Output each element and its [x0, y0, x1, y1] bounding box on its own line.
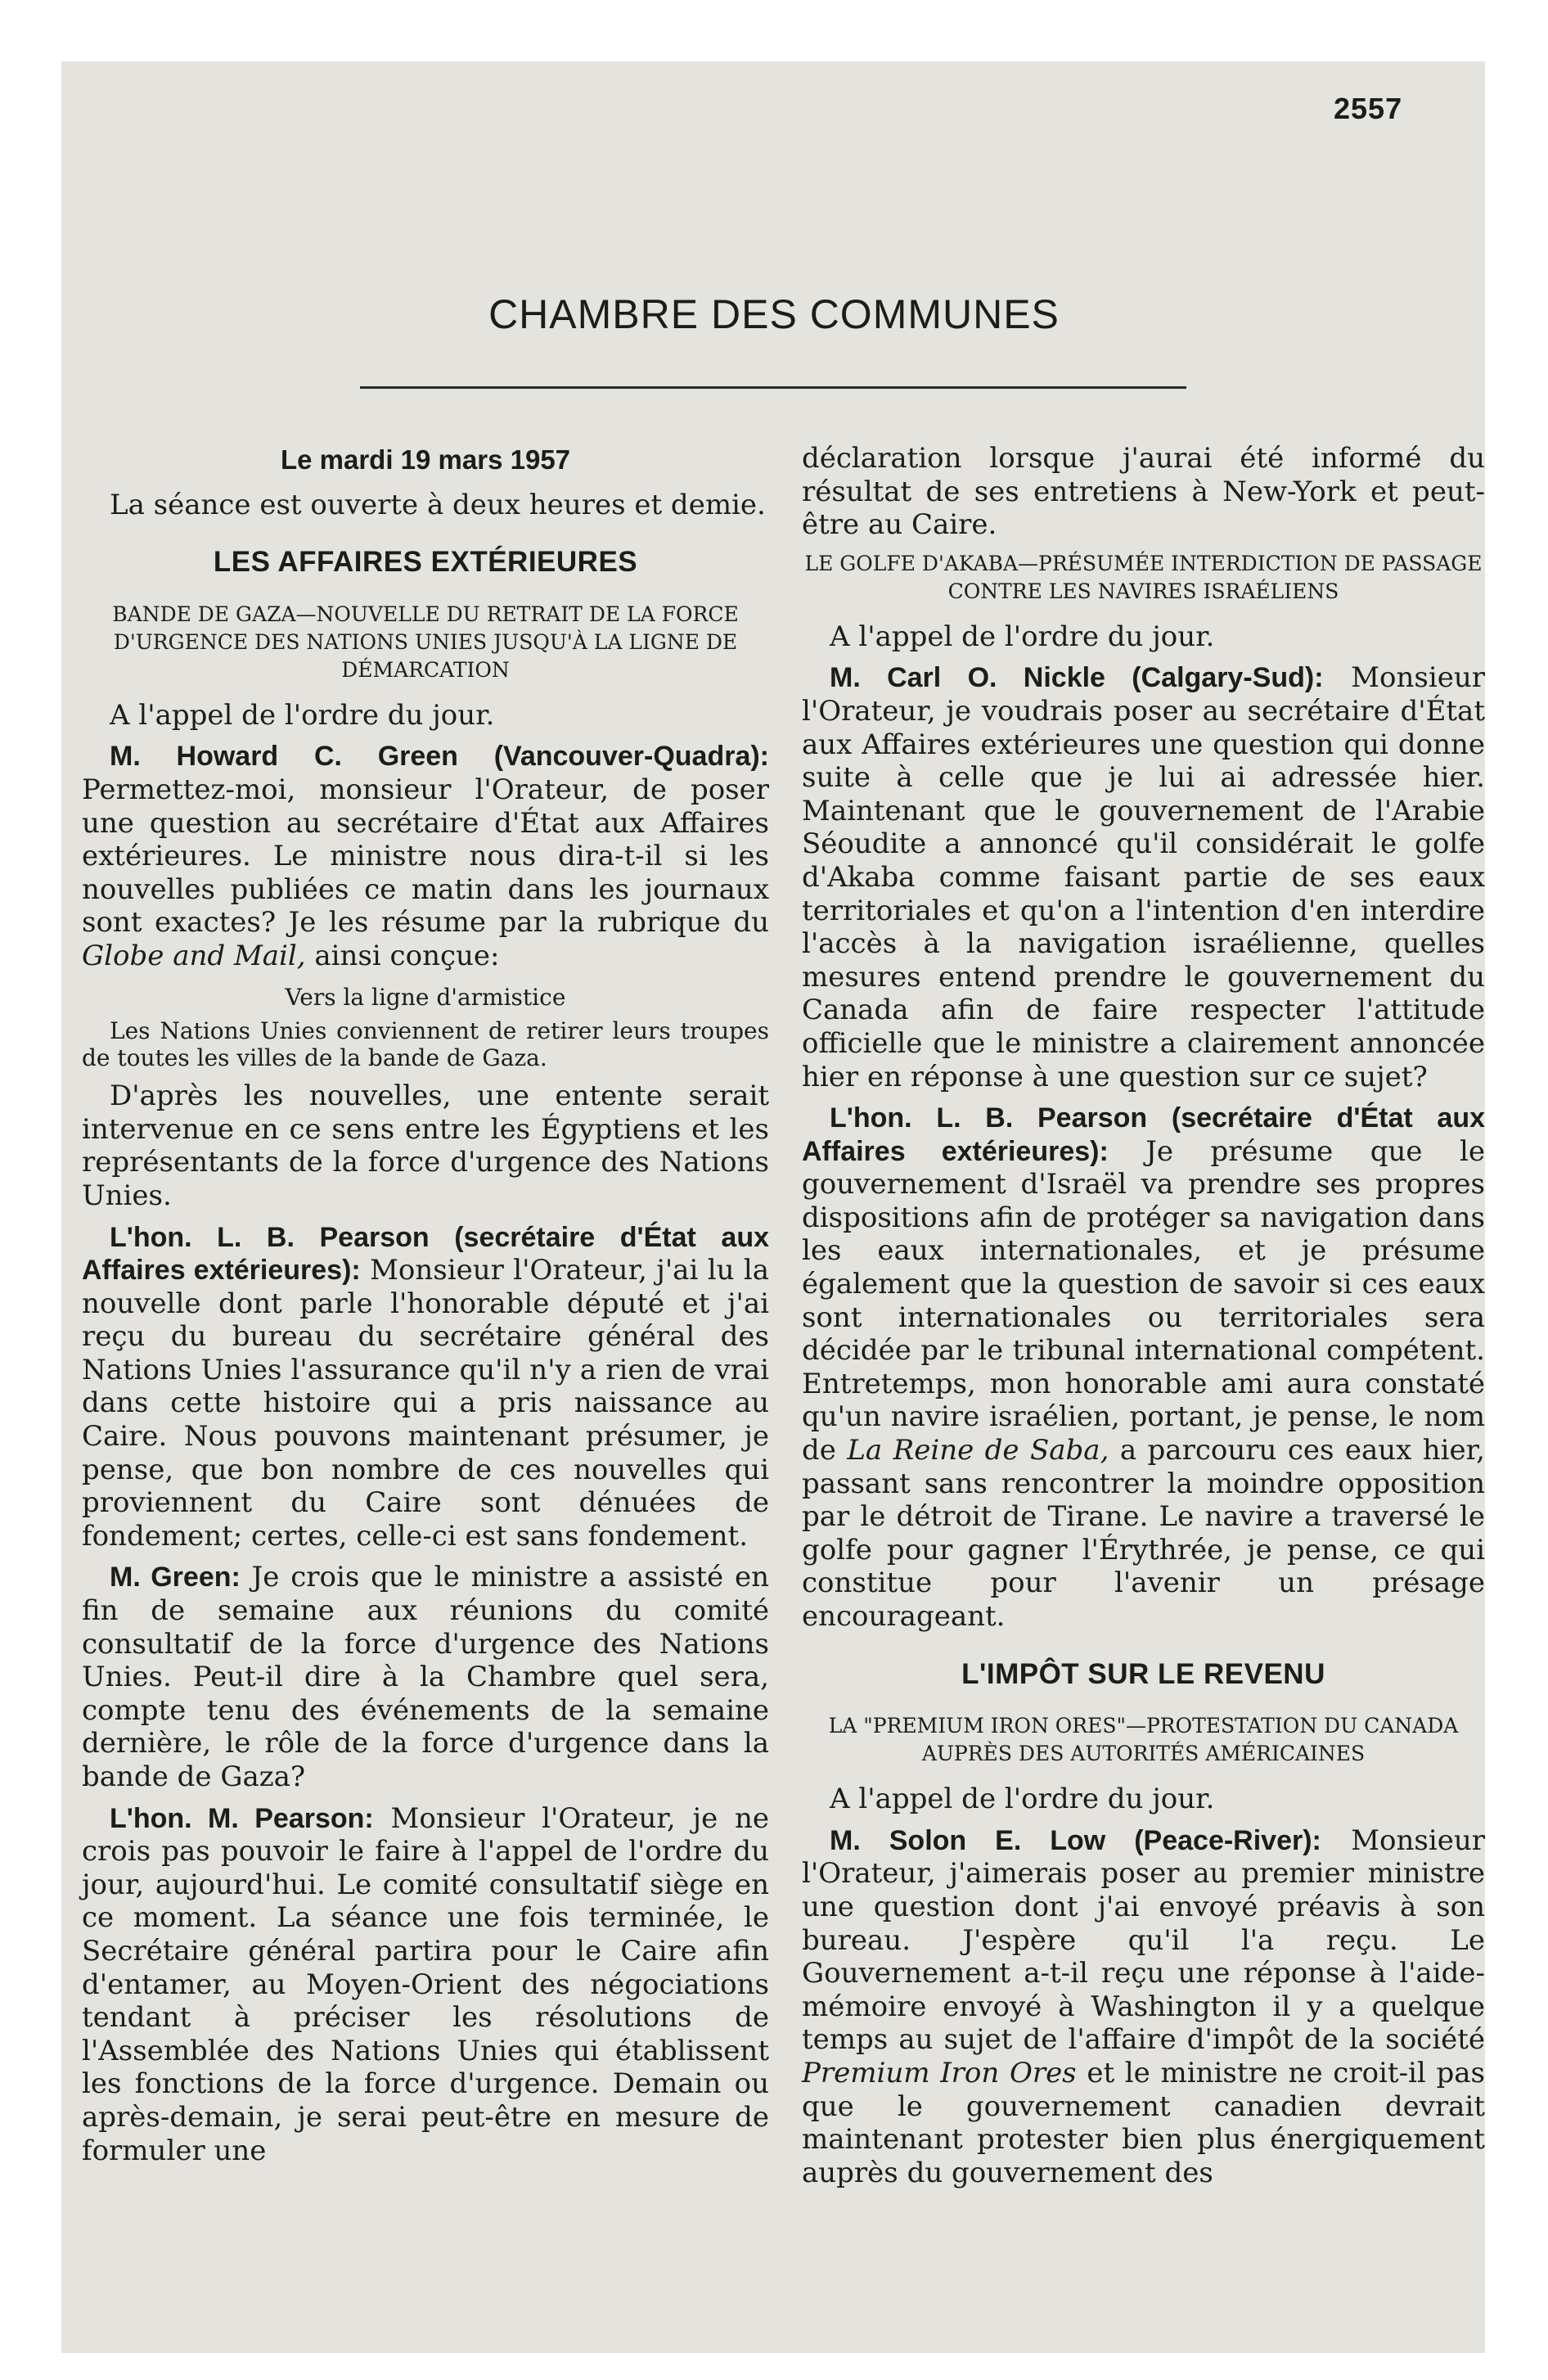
chamber-title: CHAMBRE DES COMMUNES	[488, 291, 1060, 337]
paragraph-low-question: M. Solon E. Low (Peace-River): Monsieur l'Orateur, j'aimerais poser au premier ministre une question dont j'ai envoyé préavis à son bureau. J'espère qu'il l'a reçu. Le Gouvernement a-t-il reçu une réponse à l'aide-mémoire envoyé à Washington il y a quelque temps au sujet de l'affaire d'impôt de la société Premium Iron Ores et le ministre ne croit-il pas que le gouvernement canadien devrait maintenant protester bien plus énergiquement auprès du gouvernement des	[802, 1823, 1485, 2189]
paragraph-continuation: déclaration lorsque j'aurai été informé du résultat de ses entretiens à New-York et peut-être au Caire.	[802, 442, 1485, 542]
quote-text: Les Nations Unies conviennent de retirer leurs troupes de toutes les villes de la bande de Gaza.	[82, 1017, 769, 1072]
paragraph-news-report: D'après les nouvelles, une entente serait intervenue en ce sens entre les Égyptiens et les représentants de la force d'urgence des Nations Unies.	[82, 1080, 769, 1212]
subheading-premium-iron-ores: LA "PREMIUM IRON ORES"—PROTESTATION DU CANADA AUPRÈS DES AUTORITÉS AMÉRICAINES	[828, 1714, 1459, 1766]
speaker-name: L'hon. M. Pearson:	[110, 1802, 374, 1834]
title-rule	[360, 386, 1186, 389]
order-call: A l'appel de l'ordre du jour.	[830, 620, 1215, 653]
sitting-date: Le mardi 19 mars 1957	[280, 444, 571, 475]
order-call: A l'appel de l'ordre du jour.	[830, 1783, 1215, 1816]
speaker-name: L'hon. L. B. Pearson (secrétaire d'État aux Affaires extérieures):	[82, 1221, 769, 1287]
speaker-name: M. Howard C. Green (Vancouver-Quadra):	[110, 741, 769, 773]
paragraph-pearson-akaba: L'hon. L. B. Pearson (secrétaire d'État aux Affaires extérieures): Je présume que le gouvernement d'Israël va prendre ses propres dispositions afin de protéger sa navigation dans les eaux internationales, et je présume également que la question de savoir si ces eaux sont internationales ou territoriales sera décidée par le tribunal international compétent. Entretemps, mon honorable ami aura constaté qu'un navire israélien, portant, je pense, le nom de La Reine de Saba, a parcouru ces eaux hier, passant sans rencontrer la moindre opposition par le détroit de Tirane. Le navire a traversé le golfe pour gagner l'Érythrée, je pense, ce qui constitue pour l'avenir un présage encourageant.	[802, 1102, 1485, 1633]
left-column	[82, 442, 769, 2175]
speaker-name: L'hon. L. B. Pearson (secrétaire d'État aux Affaires extérieures):	[802, 1102, 1485, 1167]
paragraph-green-question: M. Howard C. Green (Vancouver-Quadra): Permettez-moi, monsieur l'Orateur, de poser une question au secrétaire d'État aux Affaires extérieures. Le ministre nous dira-t-il si les nouvelles publiées ce matin dans les journaux sont exactes? Je les résume par la rubrique du Globe and Mail, ainsi conçue:	[82, 741, 769, 972]
paragraph-nickle-question: M. Carl O. Nickle (Calgary-Sud): Monsieur l'Orateur, je voudrais poser au secrétaire d'État aux Affaires extérieures une question qui donne suite à celle que je lui ai adressée hier. Maintenant que le gouvernement de l'Arabie Séoudite a annoncé qu'il considérait le golfe d'Akaba comme faisant partie de ses eaux territoriales et qu'on a l'intention d'en interdire l'accès à la navigation israélienne, quelles mesures entend prendre le gouvernement du Canada afin de faire respecter l'attitude officielle que le ministre a clairement annoncée hier en réponse à une question sur ce sujet?	[802, 661, 1485, 1093]
right-column	[802, 442, 1485, 2197]
subheading-akaba: LE GOLFE D'AKABA—PRÉSUMÉE INTERDICTION DE PASSAGE CONTRE LES NAVIRES ISRAÉLIENS	[804, 551, 1483, 603]
paragraph-green-followup: M. Green: Je crois que le ministre a assisté en fin de semaine aux réunions du comité consultatif de la force d'urgence des Nations Unies. Peut-il dire à la Chambre quel sera, compte tenu des événements de la semaine dernière, le rôle de la force d'urgence dans la bande de Gaza?	[82, 1561, 769, 1793]
order-call: A l'appel de l'ordre du jour.	[110, 698, 495, 732]
page-number: 2557	[1334, 92, 1403, 125]
quote-title: Vers la ligne d'armistice	[285, 983, 566, 1011]
section-heading-foreign-affairs: LES AFFAIRES EXTÉRIEURES	[213, 546, 638, 579]
newspaper-title: Globe and Mail,	[82, 939, 306, 972]
paragraph-pearson-answer: L'hon. L. B. Pearson (secrétaire d'État aux Affaires extérieures): Monsieur l'Orateur, j'ai lu la nouvelle dont parle l'honorable député et j'ai reçu du bureau du secrétaire général des Nations Unies l'assurance qu'il n'y a rien de vrai dans cette histoire qui a pris naissance au Caire. Nous pouvons maintenant présumer, je pense, que bon nombre de ces nouvelles qui proviennent du Caire sont dénuées de fondement; certes, celle-ci est sans fondement.	[82, 1221, 769, 1553]
speaker-name: M. Solon E. Low (Peace-River):	[830, 1824, 1321, 1856]
opening-paragraph: La séance est ouverte à deux heures et demie.	[110, 488, 766, 521]
speaker-name: M. Carl O. Nickle (Calgary-Sud):	[830, 662, 1324, 694]
company-name: Premium Iron Ores	[802, 2056, 1077, 2089]
ship-name: La Reine de Saba,	[847, 1434, 1109, 1467]
section-heading-income-tax: L'IMPÔT SUR LE REVENU	[961, 1657, 1325, 1690]
speaker-name: M. Green:	[110, 1562, 241, 1593]
subheading-gaza: BANDE DE GAZA—NOUVELLE DU RETRAIT DE LA FORCE D'URGENCE DES NATIONS UNIES JUSQU'À LA LIGNE DE DÉMARCATION	[112, 602, 739, 682]
paragraph-pearson-reply: L'hon. M. Pearson: Monsieur l'Orateur, je ne crois pas pouvoir le faire à l'appel de l'ordre du jour, aujourd'hui. Le comité consultatif siège en ce moment. La séance une fois terminée, le Secrétaire général partira pour le Caire afin d'entamer, au Moyen-Orient des négociations tendant à préciser les résolutions de l'Assemblée des Nations Unies qui établissent les fonctions de la force d'urgence. Demain ou après-demain, je serai peut-être en mesure de formuler une	[82, 1801, 770, 2167]
